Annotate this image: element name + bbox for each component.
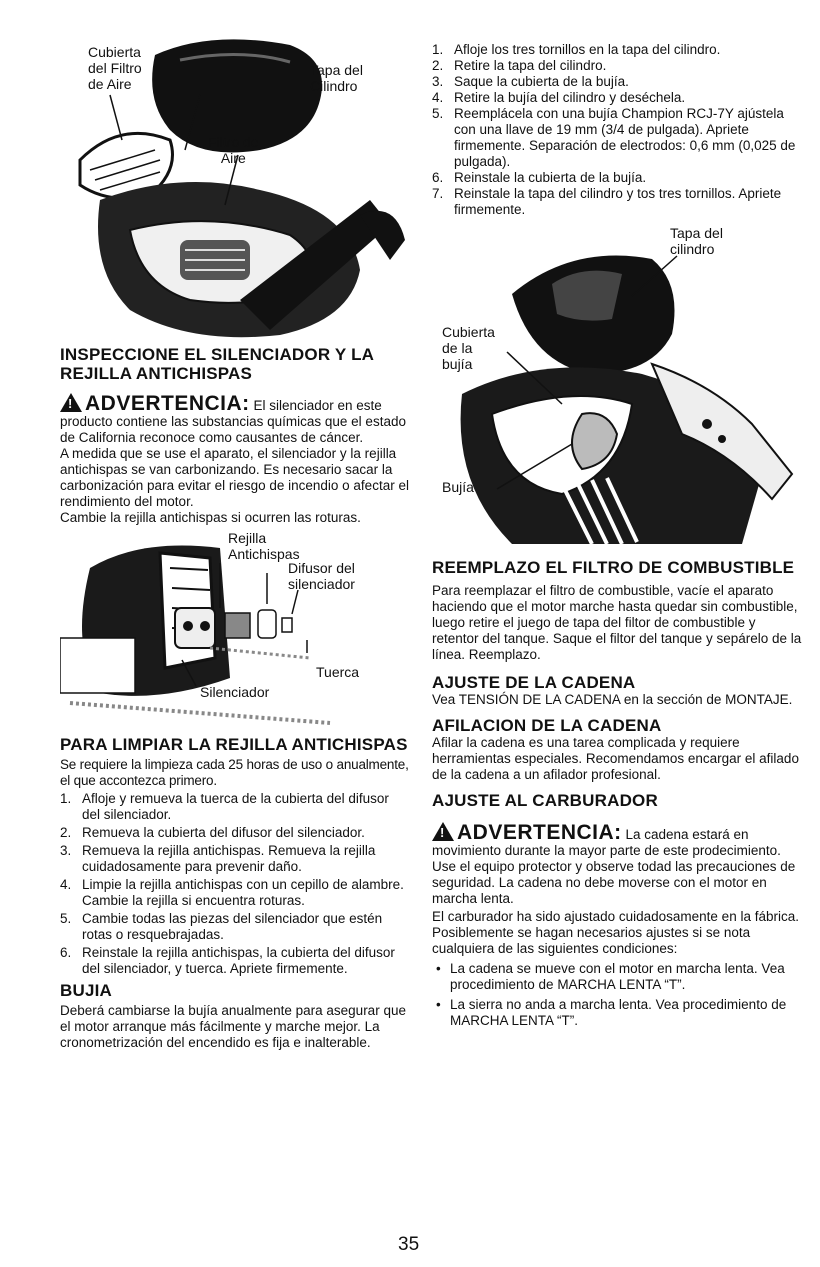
muffler-figure bbox=[60, 528, 410, 733]
list-item: • La cadena se mueve con el motor en marcha lenta. Vea procedimiento de MARCHA LENTA “T”. bbox=[432, 961, 802, 993]
clean-screen-steps bbox=[60, 791, 410, 977]
chain-sharpen-text: Afilar la cadena es una tarea complicada y requiere herramientas especiales. Recomendamos encargar el afilado de la cadena a un afilador profesional. bbox=[432, 735, 799, 782]
label-spark-plug: Bujía bbox=[442, 479, 474, 495]
muffler-paragraph-1: A medida que se use el aparato, el silenciador y la rejilla antichispas se van carbonizando. Es necesario sacar la carbonización para evitar el riesgo de incendio o afectar el rendimiento del motor. bbox=[60, 446, 409, 509]
muffler-paragraph-2: Cambie la rejilla antichispas si ocurren las roturas. bbox=[60, 510, 361, 525]
list-item: 6. Reinstale la cubierta de la bujía. bbox=[432, 170, 647, 185]
carburetor-conditions bbox=[432, 961, 802, 1029]
label-spark-plug-boot: Cubierta de la bujía bbox=[442, 324, 495, 372]
list-item: 3. Saque la cubierta de la bujía. bbox=[432, 74, 629, 89]
clean-screen-heading: PARA LIMPIAR LA REJILLA ANTICHISPAS bbox=[60, 735, 408, 754]
list-item: 6. Reinstale la rejilla antichispas, la cubierta del difusor del silenciador, y tuerca. Apriete firmemente. bbox=[60, 945, 395, 976]
spark-plug-steps bbox=[432, 42, 802, 218]
chain-adjust-heading: AJUSTE DE LA CADENA bbox=[432, 673, 636, 692]
label-cylinder-cap-2: Tapa del cilindro bbox=[670, 225, 723, 257]
left-column bbox=[60, 0, 410, 1051]
list-item: 5. Cambie todas las piezas del silenciador que estén rotas o resquebrajadas. bbox=[60, 911, 383, 942]
warning-word: ADVERTENCIA: bbox=[85, 392, 250, 415]
right-column bbox=[432, 42, 802, 1029]
list-item: 4. Retire la bujía del cilindro y deséchela. bbox=[432, 90, 686, 105]
spark-plug-illustration bbox=[432, 224, 802, 554]
list-item: 3. Remueva la rejilla antichispas. Remueva la rejilla cuidadosamente para prevenir daño. bbox=[60, 843, 376, 874]
warning-text: El silenciador en este producto contiene las substancias químicas que el estado de California reconoce como causantes de cáncer. bbox=[60, 398, 406, 445]
list-item: 1. Afloje los tres tornillos en la tapa del cilindro. bbox=[432, 42, 721, 57]
carburetor-paragraph: El carburador ha sido ajustado cuidadosamente en la fábrica. Posiblemente se hagan necesarios ajustes si se nota cualquiera de las siguientes condiciones: bbox=[432, 909, 799, 956]
carburetor-warning bbox=[432, 822, 802, 907]
chain-sharpen-heading: AFILACION DE LA CADENA bbox=[432, 716, 662, 735]
list-item: 2. Retire la tapa del cilindro. bbox=[432, 58, 607, 73]
label-muffler: Silenciador bbox=[200, 684, 270, 700]
chain-adjust-text: Vea TENSIÓN DE LA CADENA en la sección de MONTAJE. bbox=[432, 692, 793, 707]
spark-plug-text: Deberá cambiarse la bujía anualmente para asegurar que el motor arranque más fácilmente y marche mejor. La cronometrización del encendido es fija e inalterable. bbox=[60, 1003, 406, 1050]
air-filter-figure bbox=[60, 0, 410, 345]
muffler-heading: INSPECCIONE EL SILENCIADOR Y LA REJILLA ANTICHISPAS bbox=[60, 345, 374, 383]
warning-word: ADVERTENCIA: bbox=[457, 821, 622, 844]
list-item: 1. Afloje y remueva la tuerca de la cubierta del difusor del silenciador. bbox=[60, 791, 389, 822]
label-air-filter: Filtro de Aire bbox=[208, 134, 259, 166]
page-number: 35 bbox=[398, 1234, 420, 1255]
fuel-filter-text: Para reemplazar el filtro de combustible, vacíe el aparato haciendo que el motor marche hasta quedar sin combustible, luego retire el juego de tapa del filtor de combustible y retentor del tanque. Saque el filtor del tanque y sepárelo de la línea. Reemplazo. bbox=[432, 583, 802, 662]
clean-screen-intro: Se requiere la limpieza cada 25 horas de uso o anualmente, el que accontezca primero. bbox=[60, 757, 409, 788]
fuel-filter-heading: REEMPLAZO EL FILTRO DE COMBUSTIBLE bbox=[432, 558, 795, 577]
warning-icon bbox=[432, 822, 454, 841]
spark-plug-heading: BUJIA bbox=[60, 981, 113, 1000]
label-muffler-diffuser: Difusor del silenciador bbox=[288, 560, 355, 592]
list-item: 5. Reemplácela con una bujía Champion RCJ-7Y ajústela con una llave de 19 mm (3/4 de pulgada). Apriete firmemente. Separación de electrodos: 0,6 mm (0,025 de pulgada). bbox=[432, 106, 796, 169]
carburetor-heading: AJUSTE AL CARBURADOR bbox=[432, 791, 658, 810]
label-cylinder-cap: Tapa del Cilindro bbox=[310, 62, 363, 94]
list-item: 4. Limpie la rejilla antichispas con un cepillo de alambre. Cambie la rejilla si encuentra roturas. bbox=[60, 877, 404, 908]
label-spark-screen: Rejilla Antichispas bbox=[228, 530, 300, 562]
spark-plug-figure bbox=[432, 224, 802, 554]
list-item: • La sierra no anda a marcha lenta. Vea procedimiento de MARCHA LENTA “T”. bbox=[432, 997, 802, 1029]
warning-icon bbox=[60, 393, 82, 412]
label-nut: Tuerca bbox=[316, 664, 360, 680]
warning-text: La cadena estará en movimiento durante la mayor parte de este prodecimiento. Use el equipo protector y observe todad las precauciones de seguridad. La cadena no debe moverse con el motor en marcha lenta. bbox=[432, 827, 796, 906]
muffler-warning bbox=[60, 393, 410, 446]
label-air-filter-cover: Cubierta del Filtro de Aire bbox=[88, 44, 142, 92]
list-item: 7. Reinstale la tapa del cilindro y tos tres tornillos. Apriete firmemente. bbox=[432, 186, 782, 217]
list-item: 2. Remueva la cubierta del difusor del silenciador. bbox=[60, 825, 365, 840]
